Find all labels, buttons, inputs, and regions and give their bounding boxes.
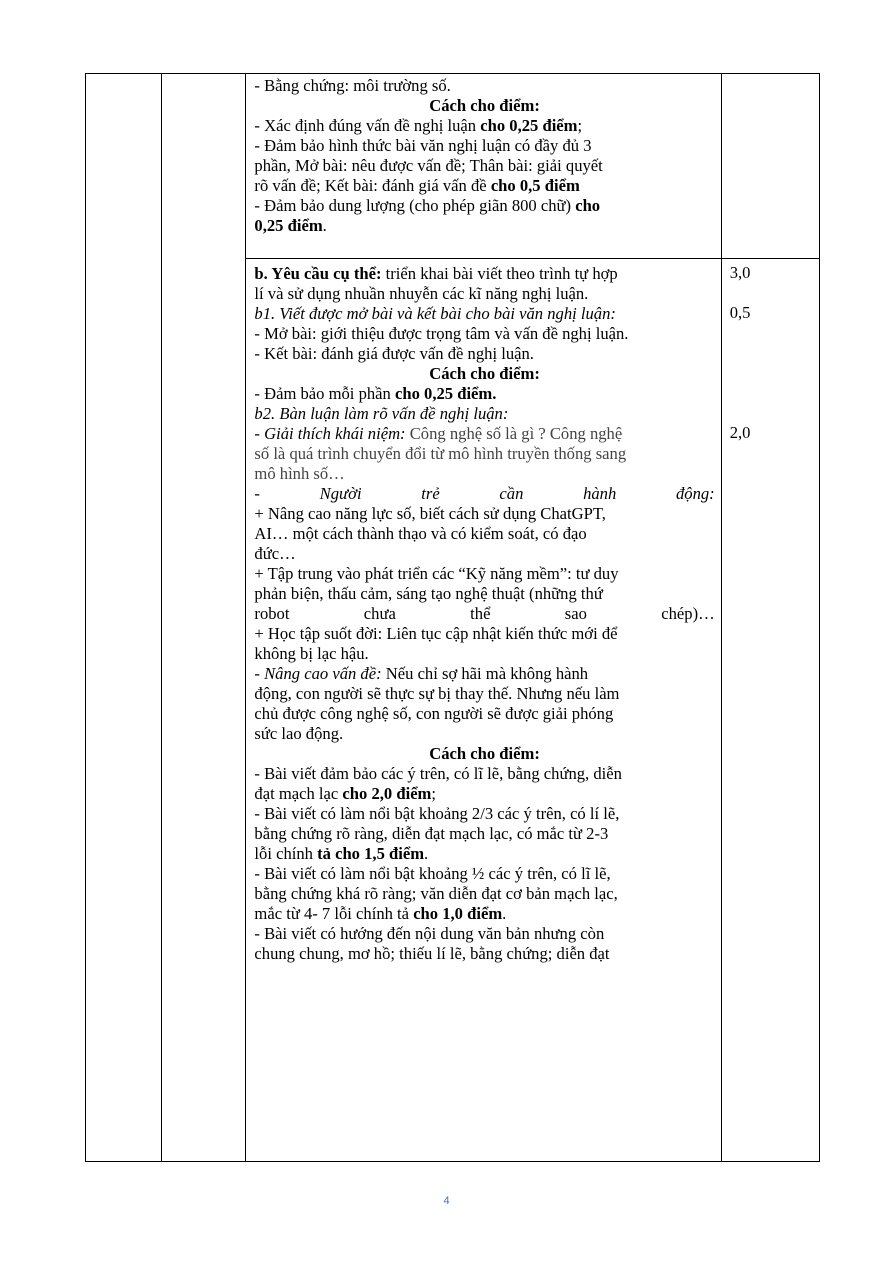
score-text: cho 0,25 điểm — [480, 116, 578, 135]
text-line: - Kết bài: đánh giá được vấn đề nghị luận. — [254, 344, 534, 363]
text-line: lỗi chính — [254, 844, 318, 863]
text-line: rõ vấn đề; Kết bài: đánh giá vấn đề — [254, 176, 491, 195]
text-line: bằng chứng rõ ràng, diễn đạt mạch lạc, có mắc từ 2-3 — [254, 824, 609, 843]
text-line: mô hình số… — [254, 464, 345, 483]
text-line: - Đảm bảo dung lượng (cho phép giãn 800 chữ) — [254, 196, 576, 215]
term-label: Người trẻ cần hành động: — [319, 484, 715, 503]
text-line: robot chưa thể sao chép)… — [254, 604, 715, 623]
scoring-heading: Cách cho điểm: — [429, 96, 540, 115]
score-text: cho — [575, 196, 601, 215]
text-line: - Mở bài: giới thiệu được trọng tâm và vấn đề nghị luận. — [254, 324, 629, 343]
text-line: - — [254, 484, 320, 503]
score-text: cho 0,5 điểm — [490, 176, 580, 195]
scoring-table — [85, 73, 820, 1162]
text-line: - Xác định đúng vấn đề nghị luận — [254, 116, 481, 135]
text-line: đạt mạch lạc — [254, 784, 343, 803]
text-line: - Đảm bảo mỗi phần — [254, 384, 395, 403]
text-line: Nếu chỉ sợ hãi mà không hành — [381, 664, 589, 683]
table-row — [86, 74, 820, 259]
empty-cell — [162, 74, 246, 1162]
text-line: phần, Mở bài: nêu được vấn đề; Thân bài: giải quyết — [254, 156, 603, 175]
text-line: mắc từ 4- 7 lỗi chính tả — [254, 904, 414, 923]
empty-cell — [86, 74, 162, 1162]
text-line: Công nghệ số là gì ? Công nghệ — [405, 424, 623, 443]
text-line: chung chung, mơ hồ; thiếu lí lẽ, bằng chứng; diễn đạt — [254, 944, 610, 963]
text-line: đức… — [254, 544, 296, 563]
text-line: bằng chứng khá rõ ràng; văn diễn đạt cơ bản mạch lạc, — [254, 884, 618, 903]
score-total: 3,0 — [729, 263, 751, 282]
score-cell — [721, 74, 819, 259]
text-line: . — [424, 844, 429, 863]
content-cell — [246, 259, 721, 1162]
text-line: chủ được công nghệ số, con người sẽ được giải phóng — [254, 704, 614, 723]
page-number: 4 — [443, 1195, 450, 1207]
scoring-heading: Cách cho điểm: — [429, 744, 540, 763]
text-line: triển khai bài viết theo trình tự hợp — [381, 264, 618, 283]
text-line: - Bài viết có hướng đến nội dung văn bản nhưng còn — [254, 924, 605, 943]
score-text: tả cho 1,5 điểm — [317, 844, 425, 863]
text-line: lí và sử dụng nhuần nhuyễn các kĩ năng nghị luận. — [254, 284, 589, 303]
section-heading: b. Yêu cầu cụ thể: — [254, 264, 382, 283]
text-line: không bị lạc hậu. — [254, 644, 369, 663]
subsection-title: b1. Viết được mở bài và kết bài cho bài văn nghị luận: — [254, 304, 616, 323]
text-line: - Bài viết có làm nổi bật khoảng 2/3 các ý trên, có lí lẽ, — [254, 804, 620, 823]
score-b1: 0,5 — [729, 303, 751, 322]
text-line: động, con người sẽ thực sự bị thay thế. Nhưng nếu làm — [254, 684, 620, 703]
text-line: ; — [577, 116, 583, 135]
score-text: cho 0,25 điểm. — [394, 384, 497, 403]
score-cell — [721, 259, 819, 1162]
text-line: - Bài viết có làm nổi bật khoảng ½ các ý trên, có lĩ lẽ, — [254, 864, 611, 883]
score-text: cho 2,0 điểm — [342, 784, 432, 803]
text-line: - Bằng chứng: môi trường số. — [254, 76, 451, 95]
term-label: Giải thích khái niệm: — [264, 424, 406, 443]
text-line: . — [502, 904, 507, 923]
term-label: Nâng cao vấn đề: — [264, 664, 382, 683]
text-line: + Nâng cao năng lực số, biết cách sử dụng ChatGPT, — [254, 504, 606, 523]
text-line: phản biện, thấu cảm, sáng tạo nghệ thuật (những thứ — [254, 584, 603, 603]
text-line: AI… một cách thành thạo và có kiểm soát, có đạo — [254, 524, 587, 543]
text-line: số là quá trình chuyển đổi từ mô hình truyền thống sang — [254, 444, 627, 463]
text-line: - — [254, 424, 265, 443]
text-line: - Bài viết đảm bảo các ý trên, có lĩ lẽ, bằng chứng, diễn — [254, 764, 622, 783]
score-text: cho 1,0 điểm — [413, 904, 503, 923]
text-line: + Tập trung vào phát triển các “Kỹ năng mềm”: tư duy — [254, 564, 619, 583]
text-line: - Đảm bảo hình thức bài văn nghị luận có đầy đủ 3 — [254, 136, 592, 155]
text-line: + Học tập suốt đời: Liên tục cập nhật kiến thức mới để — [254, 624, 618, 643]
score-text: 0,25 điểm — [254, 216, 323, 235]
scoring-heading: Cách cho điểm: — [429, 364, 540, 383]
content-cell — [246, 74, 721, 259]
text-line: - — [254, 664, 265, 683]
subsection-title: b2. Bàn luận làm rõ vấn đề nghị luận: — [254, 404, 509, 423]
text-line: ; — [431, 784, 437, 803]
text-line: sức lao động. — [254, 724, 344, 743]
text-line: . — [322, 216, 327, 235]
score-b2: 2,0 — [729, 423, 751, 442]
